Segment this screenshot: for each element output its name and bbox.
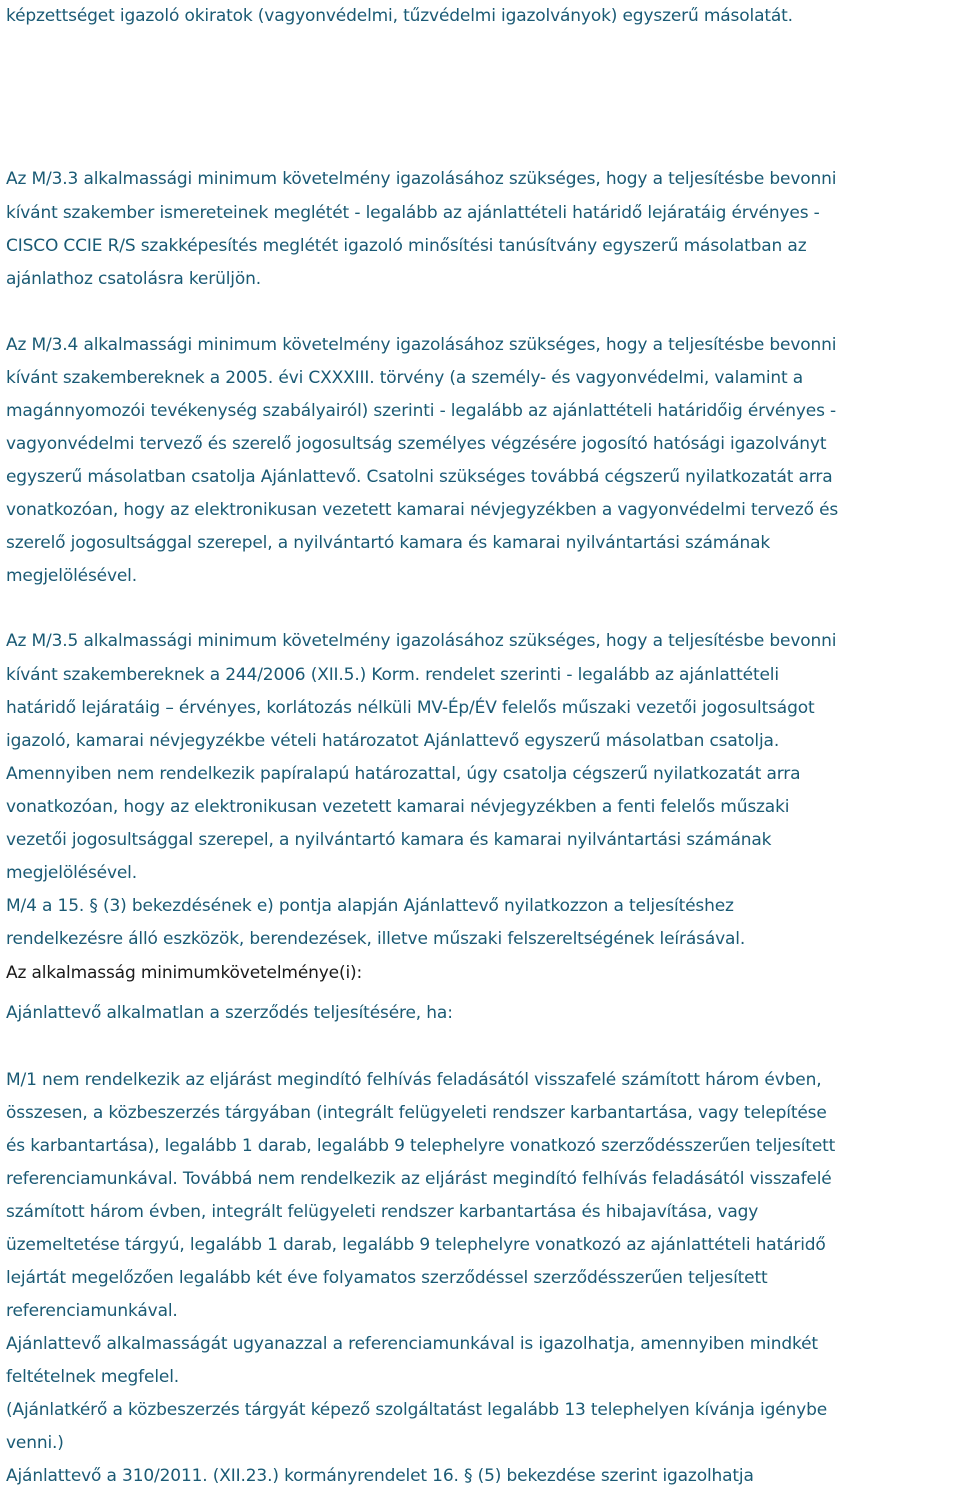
text-line: referenciamunkával. Továbbá nem rendelkezik az eljárást megindító felhívás feladásától visszafelé: [6, 1169, 832, 1189]
text-line: vezetői jogosultsággal szerepel, a nyilvántartó kamara és kamarai nyilvántartási számának: [6, 830, 772, 850]
text-line: kívánt szakember ismereteinek meglétét - legalább az ajánlattételi határidő lejáratáig érvényes -: [6, 203, 820, 223]
text-line: referenciamunkával.: [6, 1301, 178, 1321]
text-line: kívánt szakembereknek a 2005. évi CXXXIII. törvény (a személy- és vagyonvédelmi, valamint a: [6, 368, 804, 388]
text-line: Ajánlattevő a 310/2011. (XII.23.) kormányrendelet 16. § (5) bekezdése szerint igazolhatja: [6, 1466, 754, 1486]
text-line: szerelő jogosultsággal szerepel, a nyilvántartó kamara és kamarai nyilvántartási számának: [6, 533, 771, 553]
text-line: M/4 a 15. § (3) bekezdésének e) pontja alapján Ajánlattevő nyilatkozzon a teljesítéshez: [6, 896, 734, 916]
text-line: venni.): [6, 1433, 64, 1453]
text-line: összesen, a közbeszerzés tárgyában (integrált felügyeleti rendszer karbantartása, vagy telepítése: [6, 1103, 827, 1123]
text-line: lejártát megelőzően legalább két éve folyamatos szerződéssel szerződésszerűen teljesített: [6, 1268, 768, 1288]
text-line: üzemeltetése tárgyú, legalább 1 darab, legalább 9 telephelyre vonatkozó az ajánlattételi határidő: [6, 1235, 826, 1255]
text-line: számított három évben, integrált felügyeleti rendszer karbantartása és hibajavítása, vagy: [6, 1202, 759, 1222]
text-line: CISCO CCIE R/S szakképesítés meglétét igazoló minősítési tanúsítvány egyszerű másolatban az: [6, 236, 807, 256]
text-line: határidő lejáratáig – érvényes, korlátozás nélküli MV-Ép/ÉV felelős műszaki vezetői jogosultságot: [6, 698, 815, 718]
text-line: feltételnek megfelel.: [6, 1367, 180, 1387]
text-line: rendelkezésre álló eszközök, berendezések, illetve műszaki felszereltségének leírásával.: [6, 929, 746, 949]
text-line: Az M/3.5 alkalmassági minimum követelmény igazolásához szükséges, hogy a teljesítésbe bevonni: [6, 631, 837, 651]
text-line: ajánlathoz csatolásra kerüljön.: [6, 269, 261, 289]
text-line: egyszerű másolatban csatolja Ajánlattevő. Csatolni szükséges továbbá cégszerű nyilatkozatát arra: [6, 467, 833, 487]
text-line: Az M/3.4 alkalmassági minimum követelmény igazolásához szükséges, hogy a teljesítésbe bevonni: [6, 335, 837, 355]
text-line: Ajánlattevő alkalmatlan a szerződés teljesítésére, ha:: [6, 1003, 453, 1023]
text-line: megjelölésével.: [6, 863, 138, 883]
text-line: vonatkozóan, hogy az elektronikusan vezetett kamarai névjegyzékben a fenti felelős műszaki: [6, 797, 790, 817]
text-line: Amennyiben nem rendelkezik papíralapú határozattal, úgy csatolja cégszerű nyilatkozatát arra: [6, 764, 801, 784]
text-line: magánnyomozói tevékenység szabályairól) szerinti - legalább az ajánlattételi határidőig érvényes -: [6, 401, 837, 421]
text-line: Az alkalmasság minimumkövetelménye(i):: [6, 963, 363, 983]
text-line: kívánt szakembereknek a 244/2006 (XII.5.) Korm. rendelet szerinti - legalább az ajánlattételi: [6, 665, 779, 685]
text-line: képzettséget igazoló okiratok (vagyonvédelmi, tűzvédelmi igazolványok) egyszerű másolatát.: [6, 6, 793, 26]
text-line: vonatkozóan, hogy az elektronikusan vezetett kamarai névjegyzékben a vagyonvédelmi tervező és: [6, 500, 839, 520]
text-line: Ajánlattevő alkalmasságát ugyanazzal a referenciamunkával is igazolhatja, amennyiben mindkét: [6, 1334, 818, 1354]
text-line: megjelölésével.: [6, 566, 138, 586]
text-line: M/1 nem rendelkezik az eljárást megindító felhívás feladásától visszafelé számított három évben,: [6, 1070, 822, 1090]
text-line: vagyonvédelmi tervező és szerelő jogosultság személyes végzésére jogosító hatósági igazolványt: [6, 434, 827, 454]
text-line: igazoló, kamarai névjegyzékbe vételi határozatot Ajánlattevő egyszerű másolatban csatolja.: [6, 731, 780, 751]
text-line: (Ajánlatkérő a közbeszerzés tárgyát képező szolgáltatást legalább 13 telephelyen kívánja igénybe: [6, 1400, 828, 1420]
text-line: és karbantartása), legalább 1 darab, legalább 9 telephelyre vonatkozó szerződésszerűen teljesített: [6, 1136, 836, 1156]
text-line: Az M/3.3 alkalmassági minimum követelmény igazolásához szükséges, hogy a teljesítésbe bevonni: [6, 169, 837, 189]
